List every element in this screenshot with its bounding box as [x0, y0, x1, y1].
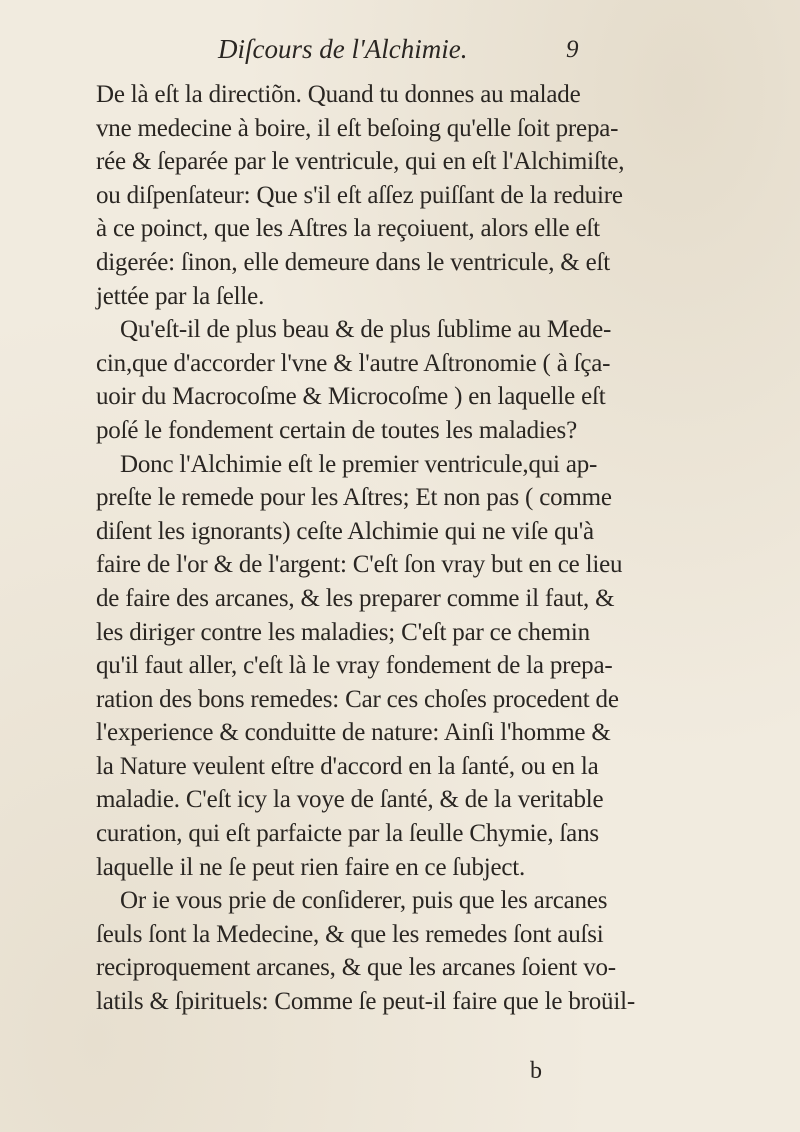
text-line: les diriger contre les maladies; C'eſt par ce chemin — [96, 618, 590, 646]
text-line: faire de l'or & de l'argent: C'eſt ſon vray but en ce lieu — [96, 551, 623, 579]
body-text — [96, 78, 676, 1019]
text-line: Donc l'Alchimie eſt le premier ventricule,qui ap- — [120, 450, 598, 478]
text-line: de faire des arcanes, & les preparer comme il faut, & — [96, 584, 615, 612]
text-line: De là eſt la directiõn. Quand tu donnes au malade — [96, 81, 581, 108]
text-line: jettée par la ſelle. — [96, 282, 265, 310]
text-line: ou diſpenſateur: Que s'il eſt aſſez puiſſant de la reduire — [96, 181, 623, 209]
text-line: à ce poinct, que les Aſtres la reçoiuent, alors elle eſt — [96, 215, 600, 243]
text-line: qu'il faut aller, c'eſt là le vray fondement de la prepa- — [96, 652, 613, 680]
text-line: la Nature veulent eſtre d'accord en la ſanté, ou en la — [96, 752, 599, 780]
text-line: ration des bons remedes: Car ces choſes procedent de — [96, 685, 619, 713]
text-line: l'experience & conduitte de nature: Ainſi l'homme & — [96, 719, 611, 747]
signature-mark: b — [530, 1058, 542, 1084]
text-line: diſent les ignorants) ceſte Alchimie qui ne viſe qu'à — [96, 517, 594, 545]
text-line: laquelle il ne ſe peut rien faire en ce ſubject. — [96, 853, 526, 881]
text-line: digerée: ſinon, elle demeure dans le ventricule, & eſt — [96, 248, 610, 276]
text-line: preſte le remede pour les Aſtres; Et non pas ( comme — [96, 484, 612, 512]
text-line: uoir du Macrocoſme & Microcoſme ) en laquelle eſt — [96, 383, 606, 411]
text-line: poſé le fondement certain de toutes les maladies? — [96, 416, 577, 444]
text-line: ſeuls ſont la Medecine, & que les remedes ſont auſsi — [96, 920, 604, 948]
text-line: latils & ſpirituels: Comme ſe peut-il faire que le broüil- — [96, 988, 635, 1016]
text-line: Or ie vous prie de conſiderer, puis que les arcanes — [120, 887, 608, 915]
running-title: Diſcours de l'Alchimie. — [218, 34, 468, 64]
text-line: vne medecine à boire, il eſt beſoing qu'elle ſoit prepa- — [96, 114, 619, 142]
text-line: Qu'eſt-il de plus beau & de plus ſublime au Mede- — [120, 316, 612, 344]
text-line: cin,que d'accorder l'vne & l'autre Aſtronomie ( à ſça- — [96, 349, 611, 377]
page-number: 9 — [566, 36, 579, 63]
text-line: rée & ſeparée par le ventricule, qui en eſt l'Alchimiſte, — [96, 148, 625, 176]
text-line: curation, qui eſt parfaicte par la ſeulle Chymie, ſans — [96, 820, 599, 848]
text-line: maladie. C'eſt icy la voye de ſanté, & de la veritable — [96, 786, 604, 814]
page-header — [0, 34, 800, 74]
text-line: reciproquement arcanes, & que les arcanes ſoient vo- — [96, 954, 616, 982]
